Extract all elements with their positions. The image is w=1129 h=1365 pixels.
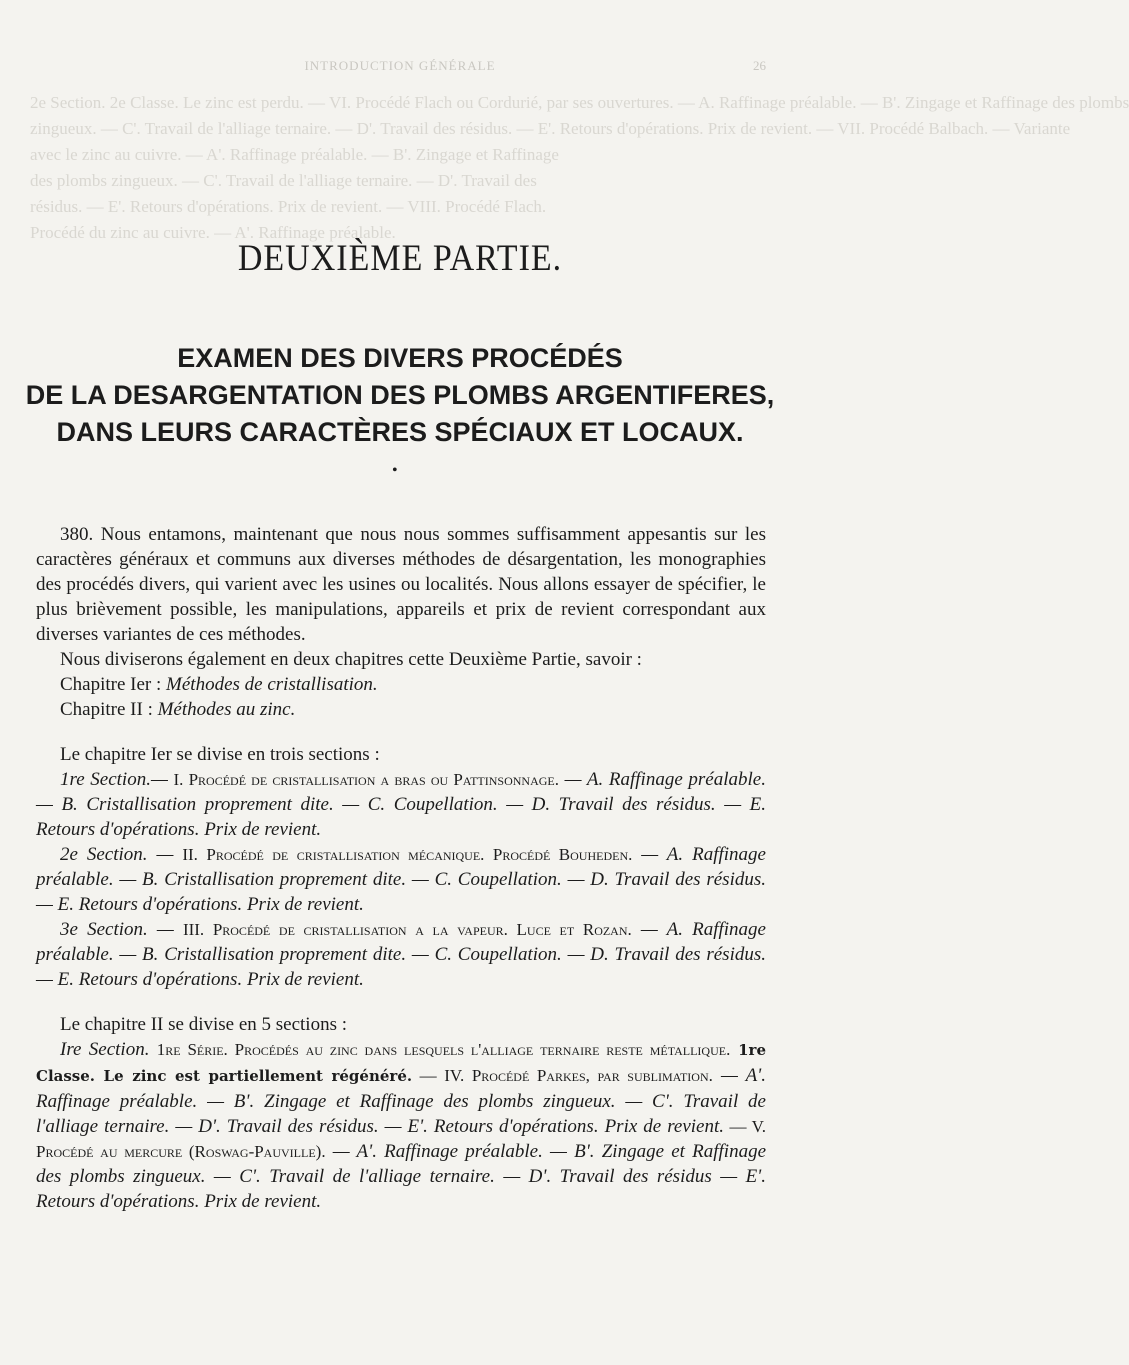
bleed-through-text: des plombs zingueux. — C'. Travail de l'alliage ternaire. — D'. Travail des xyxy=(30,171,537,190)
section-3-entry: 3e Section. — III. Procédé de cristallisation a la vapeur. Luce et Rozan. — A. Raffinage préalable. — B. Cristallisation proprement dite. — C. Coupellation. — D. Travail des résidus. — E. Retours d'opérations. Prix de revient. xyxy=(36,919,766,990)
subtitle-line: DE LA DESARGENTATION DES PLOMBS ARGENTIFERES, xyxy=(25,380,775,410)
chapter-2-intro: Le chapitre II se divise en 5 sections : xyxy=(60,1014,348,1035)
division-paragraph: Nous diviserons également en deux chapitres cette Deuxième Partie, savoir : xyxy=(60,649,642,670)
subtitle-line: DANS LEURS CARACTÈRES SPÉCIAUX ET LOCAUX. xyxy=(56,417,744,447)
chapter-1-line: Chapitre Ier : Méthodes de cristallisation. xyxy=(60,674,378,695)
bleed-through-text: 2e Section. 2e Classe. Le zinc est perdu. — VI. Procédé Flach ou Cordurié, par ses ouvertures. — A. Raffinage préalable. — B'. Zingage et Raffinage des plombs xyxy=(30,93,1129,112)
chapter-2-section-1-entry: Ire Section. 1re Série. Procédés au zinc dans lesquels l'alliage ternaire reste métallique. 1re Classe. Le zinc est partiellement régénéré. — IV. Procédé Parkes, par sublimation. — A'. Raffinage préalable. — B'. Zingage et Raffinage des plombs zingueux. — C'. Travail de l'alliage ternaire. — D'. Travail des résidus. — E'. Retours d'opérations. Prix de revient. — V. Procédé au mercure (Roswag-Pauville). — A'. Raffinage préalable. — B'. Zingage et Raffinage des plombs zingueux. — C'. Travail de l'alliage ternaire. — D'. Travail des résidus — E'. Retours d'opérations. Prix de revient. xyxy=(36,1039,767,1212)
intro-paragraph: 380. Nous entamons, maintenant que nous nous sommes suffisamment appesantis sur les caractères généraux et communs aux diverses méthodes de désargentation, les monographies des procédés divers, qui varient avec les usines ou localités. Nous allons essayer de spécifier, le plus brièvement possible, les manipulations, appareils et prix de revient correspondant aux diverses variantes de ces méthodes. xyxy=(36,524,766,645)
chapter-1-intro: Le chapitre Ier se divise en trois sections : xyxy=(60,744,380,765)
bleed-through-text: Procédé du zinc au cuivre. — A'. Raffinage préalable. xyxy=(30,223,396,242)
section-1-entry: 1re Section.— I. Procédé de cristallisation a bras ou Pattinsonnage. — A. Raffinage préalable. — B. Cristallisation proprement dite. — C. Coupellation. — D. Travail des résidus. — E. Retours d'opérations. Prix de revient. xyxy=(36,769,766,840)
bleed-through-text: avec le zinc au cuivre. — A'. Raffinage préalable. — B'. Zingage et Raffinage xyxy=(30,145,559,164)
subtitle-line: EXAMEN DES DIVERS PROCÉDÉS xyxy=(177,343,623,373)
body-text xyxy=(36,522,766,1214)
chapter-2-line: Chapitre II : Méthodes au zinc. xyxy=(60,699,296,720)
section-2-entry: 2e Section. — II. Procédé de cristallisation mécanique. Procédé Bouheden. — A. Raffinage préalable. — B. Cristallisation proprement dite. — C. Coupellation. — D. Travail des résidus. — E. Retours d'opérations. Prix de revient. xyxy=(36,844,766,915)
part-title: DEUXIÈME PARTIE. xyxy=(237,238,563,279)
ornament-dot: • xyxy=(392,462,398,479)
part-subtitle xyxy=(20,340,780,451)
running-head: INTRODUCTION GÉNÉRALE xyxy=(304,58,496,73)
paragraph-number: 380. xyxy=(60,524,94,545)
bleed-through-text: zingueux. — C'. Travail de l'alliage ternaire. — D'. Travail des résidus. — E'. Retours d'opérations. Prix de revient. — VII. Procédé Balbach. — Variante xyxy=(30,119,1071,138)
page-number: 26 xyxy=(753,58,766,73)
bleed-through-text: résidus. — E'. Retours d'opérations. Prix de revient. — VIII. Procédé Flach. xyxy=(30,197,547,216)
